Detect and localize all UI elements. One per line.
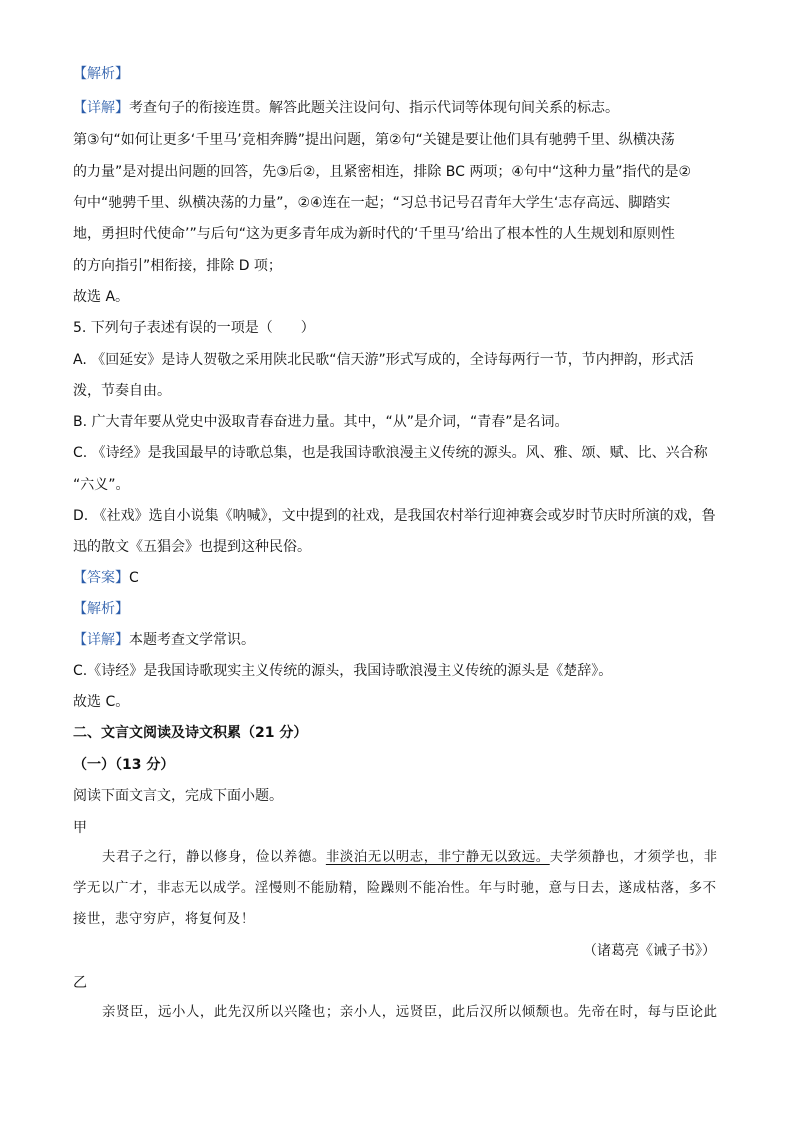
passage-jia-source: （诸葛亮《诫子书》） <box>583 943 716 959</box>
xiangjie-text-1: 考查句子的衔接连贯。解答此题关注设问句、指示代词等体现句间关系的标志。 <box>129 100 619 116</box>
answer-line-a: 故选 A。 <box>73 289 130 305</box>
question-5: 5. 下列句子表述有误的一项是（ ） <box>73 320 315 336</box>
c-explanation: C.《诗经》是我国诗歌现实主义传统的源头，我国诗歌浪漫主义传统的源头是《楚辞》。 <box>73 663 613 679</box>
explain-para-line: 地，勇担时代使命’”与后句“这为更多青年成为新时代的‘千里马’给出了根本性的人生规划和原则性 <box>73 226 675 242</box>
explain-para-line: 第③句“如何让更多‘千里马’竞相奔腾”提出问题，第②句“关键是要让他们具有驰骋千里、纵横决荡 <box>73 132 675 148</box>
answer-line-c: 故选 C。 <box>73 694 130 710</box>
option-c-line: “六义”。 <box>73 477 130 493</box>
option-a-line: 泼，节奏自由。 <box>73 383 171 399</box>
answer-line <box>73 568 139 588</box>
passage-jia-line: 学无以广才，非志无以成学。淫慢则不能励精，险躁则不能冶性。年与时驰，意与日去，遂成枯落，多不 <box>73 881 717 896</box>
jiexi-label-2: 【解析】 <box>73 601 129 617</box>
passage-jia-text: 夫君子之行，静以修身，俭以养德。 <box>102 850 326 865</box>
option-c-line: C. 《诗经》是我国最早的诗歌总集，也是我国诗歌浪漫主义传统的源头。风、雅、颂、赋、比、兴合称 <box>73 445 708 461</box>
explain-para-line: 的力量”是对提出问题的回答，先③后②，且紧密相连，排除 BC 两项；④句中“这种力量”指代的是② <box>73 164 691 180</box>
daan-value: C <box>129 570 139 586</box>
reading-instruction: 阅读下面文言文，完成下面小题。 <box>73 788 283 804</box>
passage-jia-underlined: 非淡泊无以明志，非宁静无以致远。 <box>325 850 550 865</box>
option-d-line: D. 《社戏》选自小说集《呐喊》，文中提到的社戏，是我国农村举行迎神赛会或岁时节庆时所演的戏，鲁 <box>73 508 716 524</box>
xiangjie-line-2 <box>73 630 255 650</box>
passage-jia-text: 夫学须静也，才须学也，非 <box>549 850 718 865</box>
explain-para-line: 句中“驰骋千里、纵横决荡的力量”，②④连在一起；“习总书记号召青年大学生‘志存高远、脚踏实 <box>73 195 671 211</box>
explain-para-line: 的方向指引”相衔接，排除 D 项； <box>73 258 282 274</box>
passage-yi-label: 乙 <box>73 975 87 991</box>
passage-jia-label: 甲 <box>73 820 87 836</box>
xiangjie-text-2: 本题考查文学常识。 <box>129 632 255 648</box>
jiexi-label-1: 【解析】 <box>73 66 129 82</box>
passage-jia-line: 接世，悲守穷庐，将复何及！ <box>73 912 255 927</box>
option-b: B. 广大青年要从党史中汲取青春奋进力量。其中，“从”是介词，“青春”是名词。 <box>73 414 569 430</box>
section-heading: 二、文言文阅读及诗文积累（21 分） <box>73 725 308 741</box>
passage-yi-line: 亲贤臣，远小人，此先汉所以兴隆也；亲小人，远贤臣，此后汉所以倾颓也。先帝在时，每与臣论此 <box>102 1005 718 1020</box>
subsection-heading: （一）（13 分） <box>73 757 175 773</box>
option-d-line: 迅的散文《五猖会》也提到这种民俗。 <box>73 539 311 555</box>
xiangjie-label-2: 【详解】 <box>73 632 129 648</box>
passage-jia-line <box>102 848 718 868</box>
xiangjie-label-1: 【详解】 <box>73 100 129 116</box>
xiangjie-line-1 <box>73 98 619 118</box>
option-a-line: A. 《回延安》是诗人贺敬之采用陕北民歌“信天游”形式写成的，全诗每两行一节，节内押韵，形式活 <box>73 352 694 368</box>
daan-label: 【答案】 <box>73 570 129 586</box>
